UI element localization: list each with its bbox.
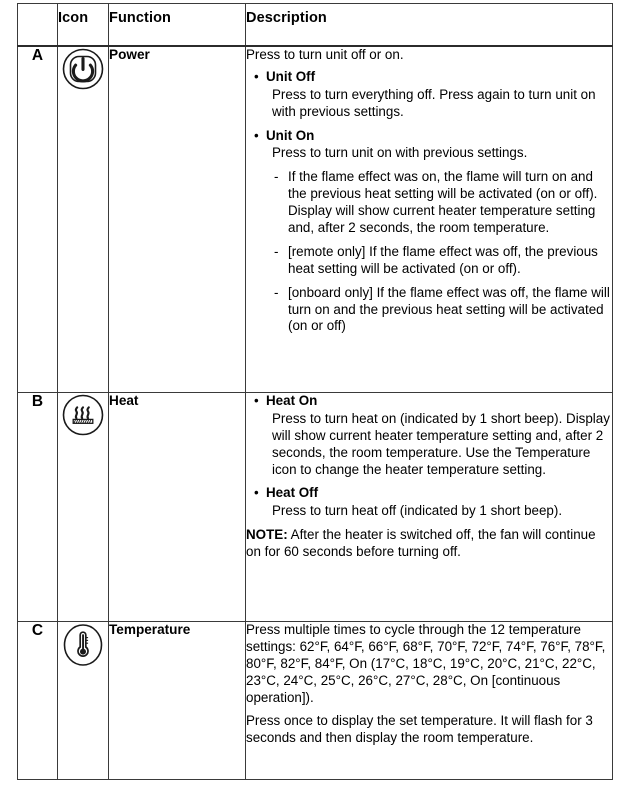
row-letter-a: A xyxy=(18,46,58,393)
control-functions-table xyxy=(17,3,613,780)
power-bullet-unit-off-title: Unit Off xyxy=(266,68,316,84)
temperature-settings-text: Press multiple times to cycle through the 12 temperature settings: 62°F, 64°F, 66°F, 68°F, 70°F, 72°F, 74°F, 76°F, 78°F, 80°F, 82°F, 84°F, On (17°C, 18°C, 19°C, 20°C, 21°C, 22°C, 23°C, 24°C, 25°C, 26°C, 27°C, 28°C, On [continuous operation]). xyxy=(246,622,606,705)
column-header-function: Function xyxy=(109,4,246,47)
power-subitem-flame-on-text: If the flame effect was on, the flame will turn on and the previous heat setting will be activated (on or off). Display will show current heater temperature setting and, after 2 seconds, the room temperature. xyxy=(288,169,598,236)
table-row-heat xyxy=(18,393,613,622)
description-cell-power xyxy=(246,46,613,393)
heat-bullet-heat-off xyxy=(246,485,612,520)
function-label-temperature: Temperature xyxy=(109,622,246,780)
dash-bullet-icon: - xyxy=(274,284,279,300)
bullet-dot-icon: • xyxy=(254,393,259,408)
table-row-temperature xyxy=(18,622,613,780)
bullet-dot-icon: • xyxy=(254,485,259,501)
power-bullet-unit-on-title: Unit On xyxy=(266,127,315,143)
heat-bullet-heat-on-body: Press to turn heat on (indicated by 1 short beep). Display will show current heater temperature setting and, after 2 seconds, the room temperature. Use the Temperature icon to change the heater temperature setting. xyxy=(272,410,610,477)
dash-bullet-icon: - xyxy=(274,169,279,185)
description-cell-temperature xyxy=(246,622,613,780)
row-letter-c: C xyxy=(18,622,58,780)
power-intro-text: Press to turn unit off or on. xyxy=(246,47,404,62)
column-header-description: Description xyxy=(246,4,613,47)
heat-bullet-heat-off-title: Heat Off xyxy=(266,485,319,501)
power-subitem-flame-on xyxy=(246,169,612,237)
power-subitem-remote-only xyxy=(246,244,612,278)
power-subitem-remote-only-text: [remote only] If the flame effect was off, the previous heat setting will be activated (on or off). xyxy=(288,243,598,276)
power-bullet-unit-off xyxy=(246,69,612,121)
temperature-display-text: Press once to display the set temperature. It will flash for 3 seconds and then display the room temperature. xyxy=(246,713,593,746)
power-icon xyxy=(61,47,105,91)
column-header-icon: Icon xyxy=(58,4,109,47)
function-label-power: Power xyxy=(109,46,246,393)
column-header-letter xyxy=(18,4,58,47)
icon-cell-temperature xyxy=(58,622,109,780)
power-subitem-onboard-only xyxy=(246,285,612,336)
heat-bullet-heat-on xyxy=(246,393,612,478)
icon-cell-heat xyxy=(58,393,109,622)
dash-bullet-icon: - xyxy=(274,243,279,259)
power-bullet-unit-on xyxy=(246,128,612,163)
power-subitem-onboard-only-text: [onboard only] If the flame effect was off, the flame will turn on and the previous heat setting will be activated (on or off) xyxy=(288,284,610,334)
table-row-power xyxy=(18,46,613,393)
function-label-heat: Heat xyxy=(109,393,246,622)
description-cell-heat xyxy=(246,393,613,622)
bullet-dot-icon: • xyxy=(254,68,259,84)
power-bullet-unit-off-body: Press to turn everything off. Press again to turn unit on with previous settings. xyxy=(272,86,596,119)
icon-cell-power xyxy=(58,46,109,393)
heat-note xyxy=(246,527,612,561)
temperature-icon xyxy=(61,622,105,668)
heat-bullet-heat-on-title: Heat On xyxy=(266,393,318,408)
heat-note-text: After the heater is switched off, the fan will continue on for 60 seconds before turning off. xyxy=(246,527,596,560)
heat-bullet-heat-off-body: Press to turn heat off (indicated by 1 short beep). xyxy=(272,503,563,519)
row-letter-b: B xyxy=(18,393,58,622)
bullet-dot-icon: • xyxy=(254,127,259,143)
heat-icon xyxy=(61,393,105,437)
table-header-row xyxy=(18,4,613,47)
power-bullet-unit-on-body: Press to turn unit on with previous settings. xyxy=(272,145,528,161)
heat-note-label: NOTE: xyxy=(246,527,288,543)
